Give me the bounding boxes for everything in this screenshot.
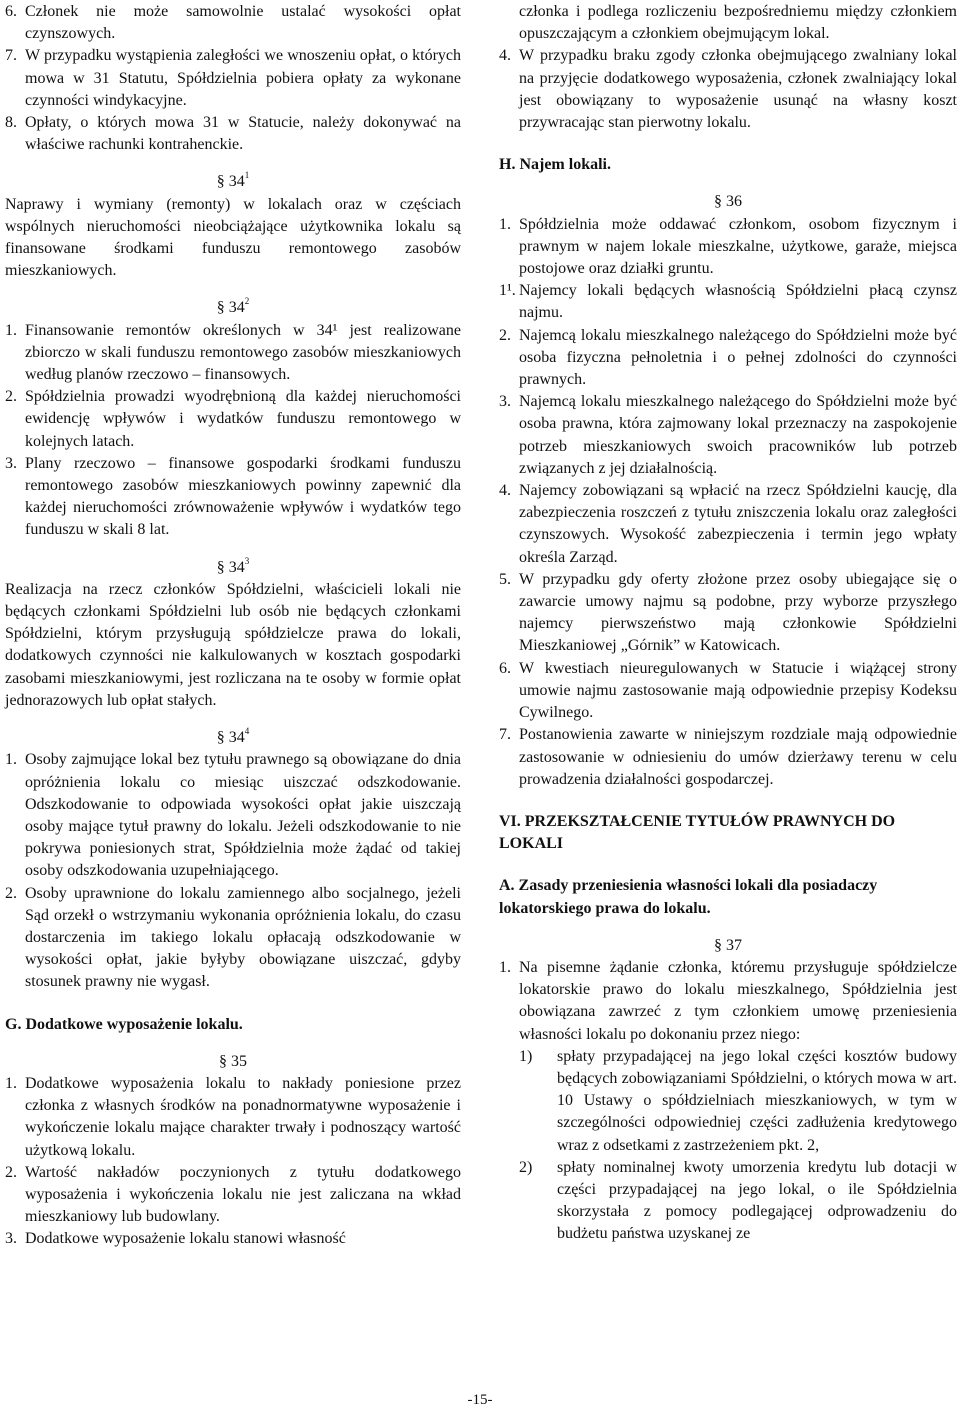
list-item — [5, 320, 461, 387]
section-superscript: 4 — [244, 726, 250, 737]
section-heading-34-2: § $34^2$ — [216, 296, 250, 317]
item-number: 1. — [499, 958, 511, 976]
item-text: Finansowanie remontów określonych w 34¹ jest realizowane zbiorczo w skali funduszu remontowego zasobów mieszkaniowych według planów rzeczowo – finansowych. — [25, 321, 461, 384]
item-text: W kwestiach nieuregulowanych w Statucie i wiążącej strony umowie najmu zastosowanie mają odpowiednie przepisy Kodeksu Cywilnego. — [519, 659, 957, 722]
list-item — [5, 749, 461, 882]
item-number: 6. — [5, 3, 17, 20]
item-text: Dodatkowe wyposażenie lokalu stanowi własność — [25, 1230, 346, 1248]
item-text: Wartość nakładów poczynionych z tytułu dodatkowego wyposażenia i wykończenia lokalu nie jest zaliczana na wkład mieszkaniowy lub budowlany. — [25, 1163, 461, 1226]
section-number: 34 — [228, 558, 245, 576]
sub-item-number: 2) — [519, 1158, 533, 1176]
item-text: Osoby uprawnione do lokalu zamiennego albo socjalnego, jeżeli Sąd orzekł o wstrzymaniu wykonania opróżnienia lokalu, do czasu dostarczenia im takiego lokalu opłacają odszkodowanie w wysokości opłat, jakie byłyby obowiązane uiszczać, gdyby stosunek prawny nie wygasł. — [25, 884, 461, 991]
section-number: 34 — [228, 299, 245, 317]
section-heading-35: § 35 — [219, 1052, 247, 1070]
item-number: 2. — [5, 388, 17, 406]
section-heading-34-4: § $34^4$ — [216, 726, 250, 747]
paragraph: Realizacja na rzecz członków Spółdzielni, właścicieli lokali nie będących członkami Spółdzielni lub osób nie będących członkami Spółdzielni, którym przysługują spółdzielcze prawa do lokali, dodatkowych czynności nie kalkulowanych w kosztach gospodarki zasobami mieszkaniowymi, jest rozliczana na te osoby w formie opłat jednorazowych lub opłat stałych. — [5, 580, 461, 709]
chapter-heading-a: A. Zasady przeniesienia własności lokali dla posiadaczy lokatorskiego prawa do lokalu. — [499, 877, 878, 917]
list-item-continuation — [499, 1, 957, 45]
section-number: 34 — [228, 729, 245, 747]
item-number: 4. — [499, 482, 511, 500]
section-heading-34-3: § $34^3$ — [216, 555, 250, 576]
sub-item — [519, 1157, 957, 1246]
section-superscript: 3 — [244, 555, 250, 566]
item-number: 1. — [5, 751, 17, 769]
section-number: 37 — [726, 936, 742, 954]
item-text: Plany rzeczowo – finansowe gospodarki środkami funduszu remontowego zasobów mieszkaniowych powinny zapewnić dla każdej nieruchomości zrównoważenie wpływów i wydatków tego funduszu w skali 8 lat. — [25, 454, 461, 539]
list-item — [499, 391, 957, 480]
list-item — [499, 45, 957, 134]
sub-item-number: 1) — [519, 1047, 533, 1065]
item-number: 1. — [5, 1074, 17, 1092]
list-item — [499, 280, 957, 324]
item-text: W przypadku wystąpienia zaległości we wnoszeniu opłat, o których mowa w 31 Statutu, Spółdzielnia pobiera opłaty za wykonane czynności windykacyjne. — [25, 47, 461, 109]
item-number: 3. — [5, 1230, 17, 1248]
item-text: Najemcą lokalu mieszkalnego należącego do Spółdzielni może być osoba fizyczna pełnoletnia i o pełnej zdolności do czynności prawnych. — [519, 326, 957, 389]
item-text: Członek nie może samowolnie ustalać wysokości opłat czynszowych. — [25, 3, 461, 43]
list-item — [5, 1073, 461, 1162]
list-item — [5, 883, 461, 994]
section-number: 35 — [231, 1052, 247, 1070]
section-superscript: 2 — [244, 296, 250, 307]
left-column — [5, 1, 461, 1251]
part-heading-vi: VI. PRZEKSZTAŁCENIE TYTUŁÓW PRAWNYCH DO LOKALI — [499, 812, 896, 853]
item-number: 2. — [5, 884, 17, 902]
item-text: Spółdzielnia może oddawać członkom, osobom fizycznym i prawnym w najem lokale mieszkalne, użytkowe, garaże, miejsca postojowe oraz działki gruntu. — [519, 215, 957, 278]
page-number: -15- — [467, 1392, 493, 1408]
list-item — [5, 45, 461, 112]
item-text: Spółdzielnia prowadzi wyodrębnioną dla każdej nieruchomości ewidencję wpływów i wydatków funduszu remontowego w kolejnych latach. — [25, 388, 461, 450]
sub-item-text: spłaty przypadającej na jego lokal części kosztów budowy będących zobowiązaniami Spółdzielni, o których mowa w art. 10 Ustawy o spółdzielniach mieszkaniowych, w tym w szczególności odpowiedniej części zadłużenia kredytowego wraz z odsetkami z zastrzeżeniem pkt. 2, — [557, 1047, 957, 1154]
sub-item-text: spłaty nominalnej kwoty umorzenia kredytu lub dotacji w części przypadającej na jego lokal, o ile Spółdzielnia skorzystała z pomocy podlegającej odprowadzeniu do budżetu państwa uzyskanej ze — [557, 1158, 957, 1243]
section-heading-34-1: § $34^1$ — [216, 170, 250, 191]
item-number: 1. — [499, 215, 511, 233]
item-number: 8. — [5, 114, 17, 132]
item-number: 3. — [5, 454, 17, 472]
list-item — [5, 386, 461, 453]
item-text: Na pisemne żądanie członka, któremu przysługuje spółdzielcze lokatorskie prawo do lokalu mieszkalnego, Spółdzielnia jest obowiązana zawrzeć z tym członkiem umowę przeniesienia własności lokalu po dokonaniu przez niego: — [519, 958, 957, 1043]
right-column — [499, 1, 957, 1246]
item-text: Najemcą lokalu mieszkalnego należącego do Spółdzielni może być osoba prawna, która zajmowany lokal przeznaczy na zaspokojenie potrzeb mieszkaniowych swoich pracowników lub potrzeb związanych z jej działalnością. — [519, 393, 957, 477]
item-text: W przypadku braku zgody członka obejmującego zwalniany lokal na przyjęcie dodatkowego wyposażenia, członek zwalniający lokal jest obowiązany to wyposażenie usunąć na własny koszt przywracając stan pierwotny lokalu. — [519, 47, 957, 132]
list-item — [499, 957, 957, 1046]
item-text: Postanowienia zawarte w niniejszym rozdziale mają odpowiednie zastosowanie w odniesieniu do umów dzierżawy terenu w celu prowadzenia działalności gospodarczej. — [519, 726, 957, 788]
item-text: Osoby zajmujące lokal bez tytułu prawnego są obowiązane do dnia opróżnienia lokalu co miesiąc uiszczać odszkodowanie. Odszkodowanie to odpowiada wysokości opłat jakie uiszczają osoby mające tytuł prawny do lokalu. Jeżeli odszkodowanie to nie pokrywa poniesionych strat, Spółdzielnia może żądać od takiej osoby odszkodowania uzupełniającego. — [25, 751, 461, 880]
item-number: 6. — [499, 659, 511, 677]
list-item — [499, 569, 957, 658]
chapter-heading-g: G. Dodatkowe wyposażenie lokalu. — [5, 1015, 243, 1033]
item-number: 2. — [499, 326, 511, 344]
item-text: członka i podlega rozliczeniu bezpośredniemu między członkiem opuszczającym a członkiem obejmującym lokal. — [519, 3, 957, 43]
list-item — [499, 724, 957, 791]
list-item — [5, 1, 461, 45]
item-number: 1¹. — [499, 282, 516, 300]
sub-item — [519, 1046, 957, 1157]
list-item — [499, 480, 957, 569]
item-text: Dodatkowe wyposażenia lokalu to nakłady poniesione przez członka z własnych środków na ponadnormatywne wyposażenie i wykończenie lokalu mające charakter trwały i podnoszący wartość użytkową lokalu. — [25, 1074, 461, 1159]
item-number: 4. — [499, 47, 511, 65]
item-number: 1. — [5, 321, 17, 339]
chapter-heading-h: H. Najem lokali. — [499, 156, 611, 174]
list-item — [499, 214, 957, 281]
item-number: 5. — [499, 570, 511, 588]
list-item — [5, 112, 461, 156]
section-superscript: 1 — [244, 170, 250, 181]
list-item — [5, 1228, 461, 1250]
item-text: Opłaty, o których mowa 31 w Statucie, należy dokonywać na właściwe rachunki kontrahenckie. — [25, 114, 461, 154]
section-heading-37: § 37 — [714, 936, 742, 954]
paragraph: Naprawy i wymiany (remonty) w lokalach oraz w częściach wspólnych nieruchomości nieobciążające użytkownika lokalu są finansowane środkami funduszu remontowego zasobów mieszkaniowych. — [5, 195, 461, 280]
list-item — [499, 658, 957, 725]
item-indent — [499, 1, 519, 45]
section-number: 36 — [726, 193, 742, 211]
list-item — [5, 1162, 461, 1229]
list-item — [5, 453, 461, 542]
item-number: 7. — [5, 47, 17, 65]
section-number: 34 — [228, 173, 245, 191]
item-number: 2. — [5, 1163, 17, 1181]
section-heading-36: § 36 — [714, 193, 742, 211]
item-number: 7. — [499, 726, 511, 744]
item-number: 3. — [499, 393, 511, 411]
item-text: Najemcy zobowiązani są wpłacić na rzecz Spółdzielni kaucję, dla zabezpieczenia roszczeń z tytułu zniszczenia lokalu oraz zaległości czynszowych. Wysokość zabezpieczenia i termin jego wpłaty określa Zarząd. — [519, 482, 957, 566]
item-text: Najemcy lokali będących własnością Spółdzielni płacą czynsz najmu. — [519, 282, 957, 322]
list-item — [499, 325, 957, 392]
item-text: W przypadku gdy oferty złożone przez osoby ubiegające się o zawarcie umowy najmu są podobne, przy wyborze przyszłego najemcy pierwszeństwo mają członkowie Spółdzielni Mieszkaniowej „Górnik” w Katowicach. — [519, 570, 957, 655]
